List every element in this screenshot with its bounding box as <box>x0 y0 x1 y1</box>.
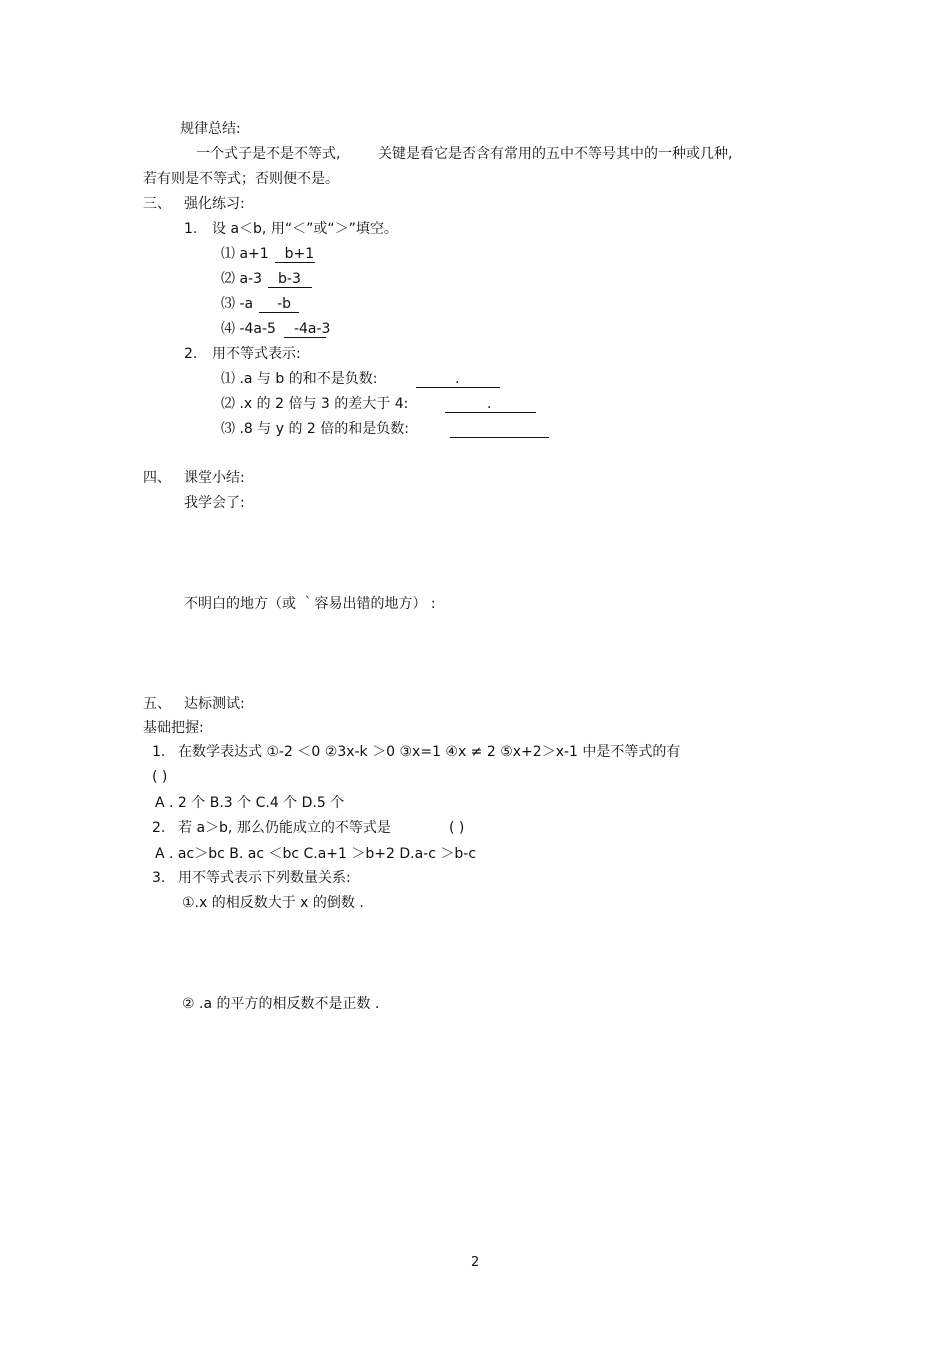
test-q1-paren: ( ) <box>152 769 168 785</box>
fill-item-label: ⑴ a+1 <box>221 246 269 262</box>
fill-item-1 <box>221 245 315 263</box>
answer-blank-2-dot: . <box>487 396 492 412</box>
express-item-2: ⑵ .x 的 2 倍与 3 的差大于 4: <box>221 396 409 412</box>
express-item-1: ⑴ .a 与 b 的和不是负数: <box>221 371 378 387</box>
rule-paragraph-line-1b: 关键是看它是否含有常用的五中不等号其中的一种或几种, <box>378 146 733 162</box>
test-q2-text: 若 a＞b, 那么仍能成立的不等式是 <box>178 820 391 836</box>
answer-blank-3 <box>450 437 549 438</box>
test-q1-number: 1. <box>152 744 166 760</box>
fill-blank: b-3 <box>268 271 312 288</box>
basic-subheading: 基础把握: <box>143 720 204 736</box>
section-5-title: 达标测试: <box>184 696 245 712</box>
test-q3-item-1: ①.x 的相反数大于 x 的倒数 . <box>182 895 364 911</box>
question-1-text: 设 a＜b, 用“＜”或“＞”填空。 <box>212 221 398 237</box>
section-3-title: 强化练习: <box>184 196 245 212</box>
section-5-number: 五、 <box>143 696 171 712</box>
fill-item-2 <box>221 270 312 288</box>
express-item-3: ⑶ .8 与 y 的 2 倍的和是负数: <box>221 421 409 437</box>
question-2-number: 2. <box>184 346 198 362</box>
rule-heading: 规律总结: <box>180 121 241 137</box>
fill-item-3 <box>221 295 299 313</box>
page-number: 2 <box>471 1255 480 1270</box>
fill-blank: -b <box>259 296 299 313</box>
question-1-number: 1. <box>184 221 198 237</box>
test-q3-number: 3. <box>152 870 166 886</box>
test-q3-text: 用不等式表示下列数量关系: <box>178 870 351 886</box>
test-q2-number: 2. <box>152 820 166 836</box>
question-2-text: 用不等式表示: <box>212 346 301 362</box>
test-q1-options: A . 2 个 B.3 个 C.4 个 D.5 个 <box>155 795 345 811</box>
rule-paragraph-line-1a: 一个式子是不是不等式, <box>196 146 341 162</box>
unclear-prompt: 不明白的地方（或 ｀容易出错的地方） : <box>184 596 436 612</box>
fill-item-label: ⑵ a-3 <box>221 271 262 287</box>
test-q1-text: 在数学表达式 ①-2 ＜0 ②3x-k ＞0 ③x=1 ④x ≠ 2 ⑤x+2＞x-1 中是不等式的有 <box>178 744 681 760</box>
fill-item-label: ⑶ -a <box>221 296 254 312</box>
section-4-number: 四、 <box>143 470 171 486</box>
section-4-title: 课堂小结: <box>184 470 245 486</box>
fill-item-4 <box>221 320 331 338</box>
test-q2-paren: ( ) <box>449 820 465 836</box>
learned-prompt: 我学会了: <box>184 495 245 511</box>
fill-blank: -4a-3 <box>284 321 326 338</box>
test-q2-options: A . ac＞bc B. ac ＜bc C.a+1 ＞b+2 D.a-c ＞b-c <box>155 846 477 862</box>
fill-blank: b+1 <box>275 246 315 263</box>
test-q3-item-2: ② .a 的平方的相反数不是正数 . <box>182 996 380 1012</box>
answer-blank-1-dot: . <box>455 371 460 387</box>
fill-item-label: ⑷ -4a-5 <box>221 321 276 337</box>
rule-paragraph-line-2: 若有则是不等式；否则便不是。 <box>143 171 339 187</box>
section-3-number: 三、 <box>143 196 171 212</box>
